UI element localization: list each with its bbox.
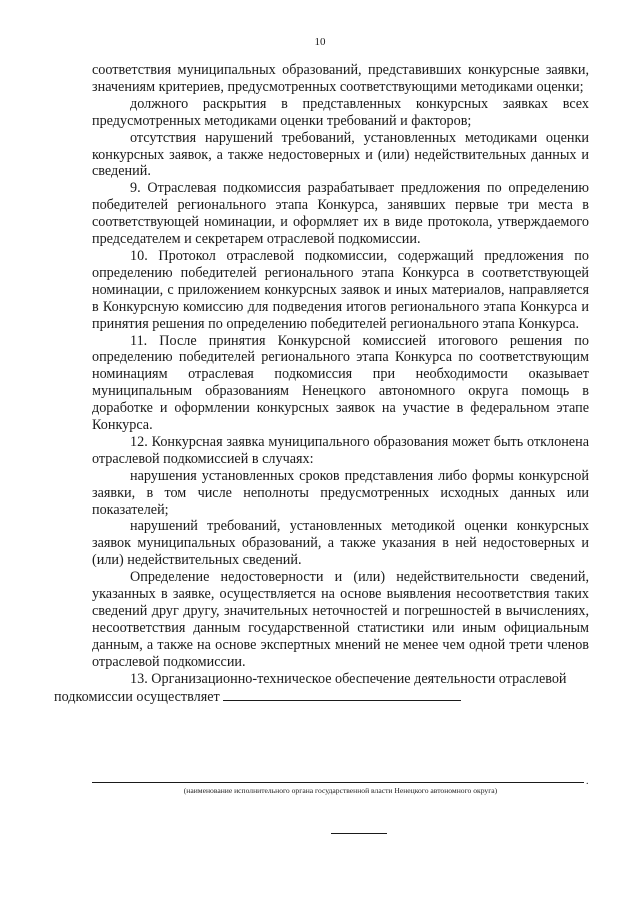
paragraph: соответствия муниципальных образований, представивших конкурсные заявки, значениям критериев, предусмотренных соответствующими методиками оценки; <box>92 62 589 95</box>
paragraph-item-9: 9. Отраслевая подкомиссия разрабатывает предложения по определению победителей регионального этапа Конкурса, занявших первые три места в соответствующей номинации, и оформляет их в виде протокола, утверждаемого председателем и секретарем отраслевой подкомиссии. <box>92 180 589 248</box>
paragraph: нарушений требований, установленных методикой оценки конкурсных заявок муниципальных образований, а также указания в ней недостоверных и (или) недействительных сведений. <box>92 518 589 569</box>
page-number: 10 <box>314 36 326 48</box>
paragraph-item-13 <box>54 670 589 706</box>
rule-end-mark: . <box>586 776 589 787</box>
item-13-line-2: подкомиссии осуществляет <box>54 688 220 705</box>
end-divider <box>331 833 387 834</box>
rule-caption: (наименование исполнительного органа государственной власти Ненецкого автономного округа) <box>183 786 498 795</box>
paragraph-item-12: 12. Конкурсная заявка муниципального образования может быть отклонена отраслевой подкомиссией в случаях: <box>92 433 589 467</box>
paragraph: нарушения установленных сроков представления либо формы конкурсной заявки, в том числе неполноты предусмотренных исходных данных или показателей; <box>92 467 589 518</box>
paragraph: должного раскрытия в представленных конкурсных заявках всех предусмотренных методиками оценки требований и факторов; <box>92 95 589 129</box>
paragraph: Определение недостоверности и (или) недействительности сведений, указанных в заявке, осуществляется на основе выявления несоответствия таких сведений друг другу, значительных неточностей и погрешностей в вычислениях, несоответствия данным государственной статистики или иным официальным данным, а также на основе экспертных мнений не менее чем одной трети членов отраслевой подкомиссии. <box>92 569 589 670</box>
paragraph-item-10: 10. Протокол отраслевой подкомиссии, содержащий предложения по определению победителей регионального этапа Конкурса в соответствующей номинации, с приложением конкурсных заявок и иных материалов, направляется в Конкурсную комиссию для подведения итогов регионального этапа Конкурса и принятия решения по определению победителей регионального этапа Конкурса. <box>92 247 589 332</box>
paragraph: отсутствия нарушений требований, установленных методиками оценки конкурсных заявок, а также недостоверных и (или) недействительных данных и сведений. <box>92 129 589 180</box>
paragraph-item-11: 11. После принятия Конкурсной комиссией итогового решения по определению победителей регионального этапа Конкурса по соответствующим номинациям отраслевая подкомиссия при необходимости оказывает муниципальным образованиям Ненецкого автономного округа помощь в доработке и оформлении конкурсных заявок на участие в федеральном этапе Конкурса. <box>92 332 589 434</box>
fill-in-blank-line <box>223 688 461 701</box>
item-13-line-1: 13. Организационно-техническое обеспечение деятельности отраслевой <box>130 670 567 687</box>
fill-in-blank-rule <box>92 782 584 783</box>
document-body <box>54 62 589 705</box>
